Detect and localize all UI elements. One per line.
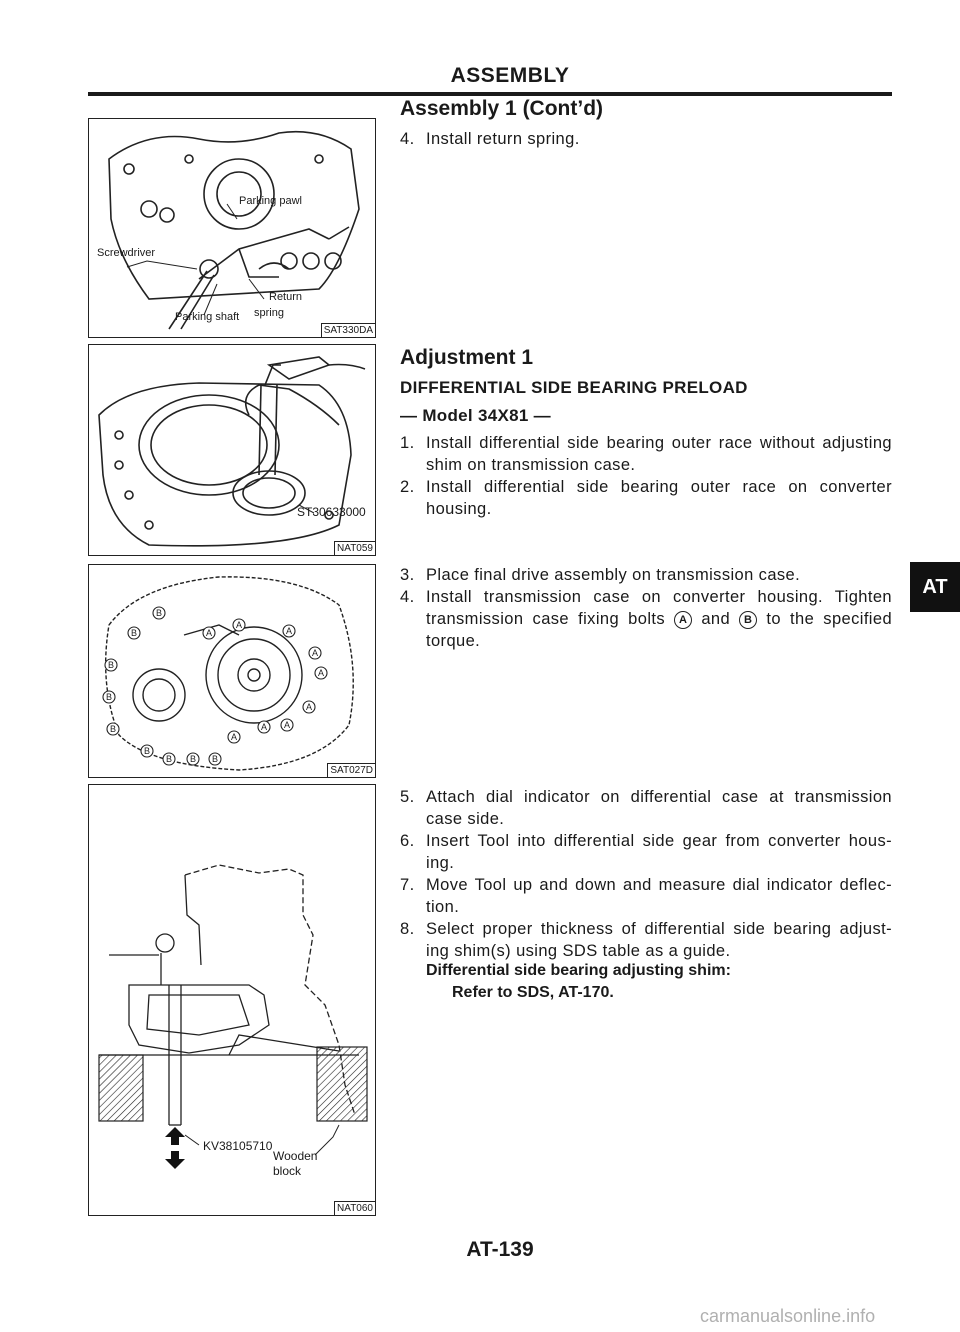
adjustment-step-5 (400, 786, 892, 830)
figure-code: NAT059 (334, 541, 375, 555)
shim-note-reference: Refer to SDS, AT-170. (452, 984, 614, 1001)
svg-text:B: B (109, 724, 117, 734)
step-text: Install return spring. (426, 130, 580, 148)
figure-bearing-race-install (88, 344, 376, 556)
step-number: 5. (400, 788, 415, 806)
step-number: 8. (400, 920, 415, 938)
header-rule (88, 92, 892, 96)
step-number: 3. (400, 566, 415, 584)
step-text-part-a: Install transmission case on converter housing. Tighten transmission case fixing bolts (426, 588, 892, 628)
adjustment-subtitle: DIFFERENTIAL SIDE BEARING PRELOAD (400, 378, 748, 397)
bolt-a-symbol: A (674, 611, 692, 629)
step-number: 2. (400, 478, 415, 496)
adjustment-step-6 (400, 830, 892, 874)
bolt-positions-illustration (89, 565, 375, 777)
svg-text:A: A (311, 648, 319, 658)
adjustment-step-4 (400, 586, 892, 652)
svg-text:A: A (283, 720, 291, 730)
step-number: 1. (400, 434, 415, 452)
page-header-title: ASSEMBLY (450, 64, 570, 87)
label-parking-pawl: Parking pawl (239, 195, 302, 207)
bearing-race-install-illustration (89, 345, 375, 555)
svg-text:B: B (165, 754, 173, 764)
step-number: 4. (400, 130, 415, 148)
svg-text:B: B (155, 608, 163, 618)
svg-text:A: A (260, 722, 268, 732)
figure-code: SAT330DA (321, 323, 375, 337)
step-text: Insert Tool into differential side gear from converter hous-ing. (426, 832, 892, 872)
step-install-return-spring (400, 128, 892, 150)
adjustment-step-2 (400, 476, 892, 520)
section-tab-at: AT (910, 562, 960, 612)
step-text (426, 586, 892, 652)
figure-parking-pawl (88, 118, 376, 338)
figure-bolt-positions (88, 564, 376, 778)
svg-text:B: B (130, 628, 138, 638)
watermark: carmanualsonline.info (700, 1306, 876, 1326)
adjustment-step-7 (400, 874, 892, 918)
svg-text:A: A (285, 626, 293, 636)
step-text: Install differential side bearing outer race without adjusting shim on transmission case. (426, 434, 892, 474)
label-kv-tool: KV38105710 (203, 1139, 273, 1153)
step-text: Install differential side bearing outer race on converter housing. (426, 478, 892, 518)
figure-dial-indicator-setup (88, 784, 376, 1216)
svg-text:B: B (189, 754, 197, 764)
adjustment-step-3 (400, 564, 892, 586)
figure-code: NAT060 (334, 1201, 375, 1215)
step-text-and: and (701, 610, 731, 628)
svg-text:A: A (317, 668, 325, 678)
model-designation: — Model 34X81 — (400, 406, 551, 425)
label-return: Return (269, 291, 303, 303)
step-text: Place final drive assembly on transmission case. (426, 566, 801, 584)
svg-text:B: B (211, 754, 219, 764)
step-number: 6. (400, 832, 415, 850)
adjustment-title: Adjustment 1 (400, 346, 534, 369)
step-text: Attach dial indicator on differential case at transmission case side. (426, 788, 892, 828)
step-text: Select proper thickness of differential side bearing adjust-ing shim(s) using SDS table as a guide. (426, 920, 892, 960)
svg-text:B: B (105, 692, 113, 702)
label-block: block (273, 1164, 302, 1178)
label-special-tool: ST30633000 (297, 505, 366, 519)
svg-text:A: A (305, 702, 313, 712)
page-number: AT-139 (466, 1238, 534, 1261)
label-screwdriver: Screwdriver (97, 247, 156, 259)
label-wooden: Wooden (273, 1149, 318, 1163)
step-number: 4. (400, 588, 415, 606)
section-title: Assembly 1 (Cont’d) (400, 97, 604, 120)
adjustment-step-1 (400, 432, 892, 476)
step-text-part-b: to the specified torque. (426, 610, 893, 650)
label-parking-shaft: Parking shaft (175, 311, 240, 323)
step-number: 7. (400, 876, 415, 894)
svg-text:A: A (230, 732, 238, 742)
svg-text:B: B (143, 746, 151, 756)
label-spring: spring (254, 307, 284, 319)
figure-code: SAT027D (327, 763, 375, 777)
svg-text:A: A (235, 620, 243, 630)
shim-note-heading: Differential side bearing adjusting shim: (426, 962, 731, 979)
svg-text:B: B (107, 660, 115, 670)
bolt-b-symbol: B (739, 611, 757, 629)
svg-text:A: A (205, 628, 213, 638)
adjustment-step-8 (400, 918, 892, 962)
step-text: Move Tool up and down and measure dial indicator deflec-tion. (426, 876, 892, 916)
parking-pawl-illustration (89, 119, 375, 337)
